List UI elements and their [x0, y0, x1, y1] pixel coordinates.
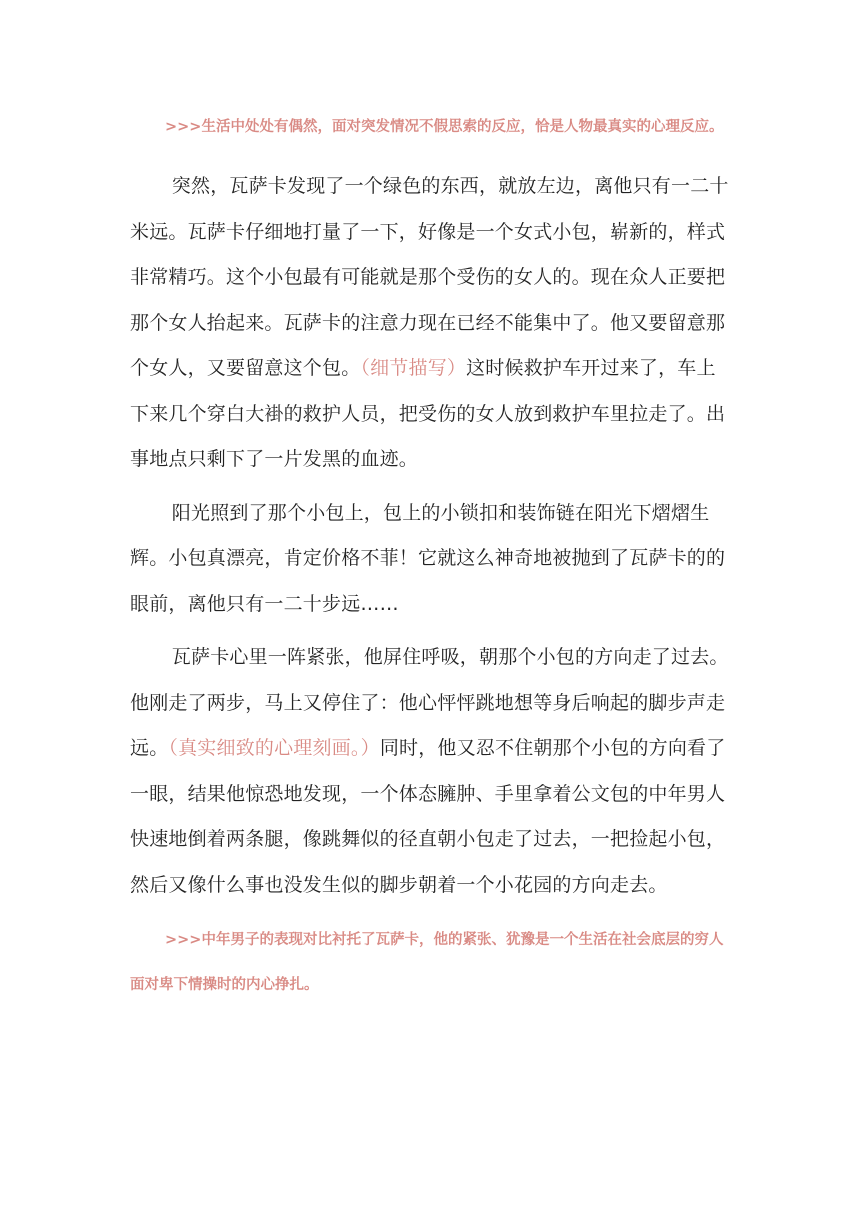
story-paragraph-1	[130, 164, 730, 483]
paragraph-3-text-a: 瓦萨卡心里一阵紧张，他屏住呼吸，朝那个小包的方向走了过去。他刚走了两步，马上又停住了：他心怦怦跳地想等身后响起的脚步声走远。	[130, 646, 729, 759]
commentary-note-bottom	[130, 918, 730, 1008]
paragraph-3-text-b: 同时，他又忍不住朝那个小包的方向看了一眼，结果他惊恐地发现，一个体态臃肿、手里拿着公文包的中年男人快速地倒着两条腿，像跳舞似的径直朝小包走了过去，一把捡起小包，然后又像什么事也没发生似的脚步朝着一个小花园的方向走去。	[130, 737, 726, 896]
story-paragraph-2: 阳光照到了那个小包上，包上的小锁扣和装饰链在阳光下熠熠生辉。小包真漂亮，肯定价格不菲！它就这么神奇地被抛到了瓦萨卡的的眼前，离他只有一二十步远……	[130, 501, 726, 615]
commentary-note-top-text: >>>生活中处处有偶然，面对突发情况不假思索的反应，恰是人物最真实的心理反应。	[165, 119, 724, 135]
paragraph-1-text-b: 这时候救护车开过来了，车上下来几个穿白大褂的救护人员，把受伤的女人放到救护车里拉走了。出事地点只剩下了一片发黑的血迹。	[130, 357, 726, 470]
commentary-note-bottom-text: >>>中年男子的表现对比衬托了瓦萨卡，他的紧张、犹豫是一个生活在社会底层的穷人面对卑下情操时的内心挣扎。	[130, 932, 724, 993]
annotation-psychology: （真实细致的心理刻画。）	[168, 737, 380, 759]
commentary-note-top	[130, 105, 730, 150]
annotation-detail-description: （细节描写）	[360, 357, 467, 379]
document-page	[130, 0, 730, 1008]
story-paragraph-3	[130, 635, 730, 908]
paragraph-1-text-a: 突然，瓦萨卡发现了一个绿色的东西，就放左边，离他只有一二十米远。瓦萨卡仔细地打量了一下，好像是一个女式小包，崭新的，样式非常精巧。这个小包最有可能就是那个受伤的女人的。现在众人正要把那个女人抬起来。瓦萨卡的注意力现在已经不能集中了。他又要留意那个女人，又要留意这个包。	[130, 175, 729, 379]
